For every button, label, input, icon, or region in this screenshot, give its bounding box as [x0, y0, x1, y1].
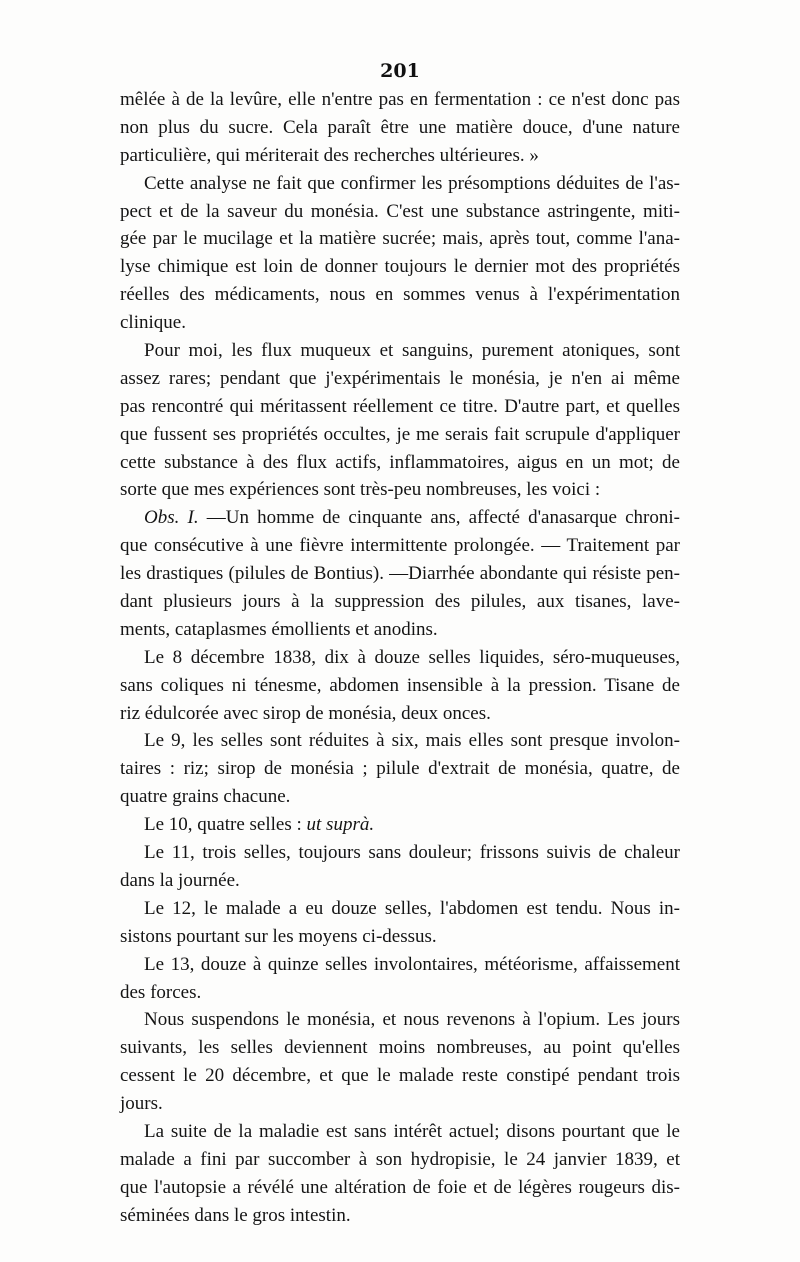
paragraph [120, 1006, 680, 1118]
text-line: sans coliques ni ténesme, abdomen insensible à la pression. Tisane de [120, 674, 680, 696]
text-line: que fussent ses propriétés occultes, je me serais fait scrupule d'appliquer [120, 423, 680, 445]
text-line: ments, cataplasmes émollients et anodins. [120, 618, 438, 640]
text-line: suivants, les selles deviennent moins nombreuses, au point qu'elles [120, 1037, 680, 1059]
text-line: Nous suspendons le monésia, et nous revenons à l'opium. Les jours [144, 1009, 680, 1031]
text-line: taires : riz; sirop de monésia ; pilule d'extrait de monésia, quatre, de [120, 758, 680, 780]
text-line: cette substance à des flux actifs, inflammatoires, aigus en un mot; de [120, 451, 680, 473]
paragraph [120, 895, 680, 951]
text-line: que consécutive à une fièvre intermittente prolongée. — Traitement par [120, 535, 680, 557]
text-line: Cette analyse ne fait que confirmer les présomptions déduites de l'as- [144, 172, 680, 194]
text-line: les drastiques (pilules de Bontius). —Diarrhée abondante qui résiste pen- [120, 563, 680, 585]
paragraph [120, 811, 680, 839]
observation-label: Obs. I. [144, 507, 199, 529]
text-line: Le 13, douze à quinze selles involontaires, météorisme, affaissement [144, 953, 680, 975]
text-line: jours. [120, 1093, 163, 1115]
text-line [120, 811, 680, 839]
text-line: dant plusieurs jours à la suppression des pilules, aux tisanes, lave- [120, 591, 680, 613]
text-line: Le 8 décembre 1838, dix à douze selles liquides, séro-muqueuses, [144, 646, 680, 668]
paragraph [120, 727, 680, 811]
paragraph [120, 1118, 680, 1230]
text-line: non plus du sucre. Cela paraît être une matière douce, d'une nature [120, 116, 680, 138]
text-line: Le 11, trois selles, toujours sans douleur; frissons suivis de chaleur [144, 842, 680, 864]
text-line: sorte que mes expériences sont très-peu nombreuses, les voici : [120, 479, 601, 501]
text-line: Le 9, les selles sont réduites à six, mais elles sont presque involon- [144, 730, 680, 752]
text-line: cessent le 20 décembre, et que le malade reste constipé pendant trois [120, 1065, 680, 1087]
text-line: gée par le mucilage et la matière sucrée; mais, après tout, comme l'ana- [120, 228, 680, 250]
text-line: sistons pourtant sur les moyens ci-dessus. [120, 925, 437, 947]
paragraph [120, 170, 680, 337]
paragraph [120, 337, 680, 504]
italic-segment: ut suprà. [306, 814, 375, 836]
page-number: 201 [380, 60, 420, 82]
paragraph [120, 86, 680, 170]
text-line: Le 12, le malade a eu douze selles, l'abdomen est tendu. Nous in- [144, 897, 680, 919]
text-line: Pour moi, les flux muqueux et sanguins, purement atoniques, sont [144, 340, 680, 362]
paragraph [120, 951, 680, 1007]
text-line: lyse chimique est loin de donner toujours le dernier mot des propriétés [120, 256, 680, 278]
text-line: particulière, qui mériterait des recherches ultérieures. » [120, 144, 539, 166]
text-line: pect et de la saveur du monésia. C'est une substance astringente, miti- [120, 200, 680, 222]
text-line: clinique. [120, 312, 186, 334]
text-line: que l'autopsie a révélé une altération de foie et de légères rougeurs dis- [120, 1176, 680, 1198]
paragraph [120, 504, 680, 643]
text-line: malade a fini par succomber à son hydropisie, le 24 janvier 1839, et [120, 1148, 680, 1170]
text-line: séminées dans le gros intestin. [120, 1204, 351, 1226]
text-segment: Le 10, quatre selles : [144, 814, 307, 836]
text-line: réelles des médicaments, nous en sommes venus à l'expérimentation [120, 284, 680, 306]
text-line: pas rencontré qui méritassent réellement ce titre. D'autre part, et quelles [120, 395, 680, 417]
body-text [120, 86, 680, 1230]
text-segment: —Un homme de cinquante ans, affecté d'anasarque chroni- [198, 507, 680, 529]
text-line: dans la journée. [120, 869, 240, 891]
paragraph [120, 839, 680, 895]
text-line [120, 504, 680, 532]
text-line: riz édulcorée avec sirop de monésia, deux onces. [120, 702, 491, 724]
text-line: assez rares; pendant que j'expérimentais le monésia, je n'en ai même [120, 367, 680, 389]
paragraph [120, 644, 680, 728]
text-line: quatre grains chacune. [120, 786, 291, 808]
text-line: des forces. [120, 981, 202, 1003]
text-line: mêlée à de la levûre, elle n'entre pas en fermentation : ce n'est donc pas [120, 89, 680, 110]
text-line: La suite de la maladie est sans intérêt actuel; disons pourtant que le [144, 1120, 680, 1142]
